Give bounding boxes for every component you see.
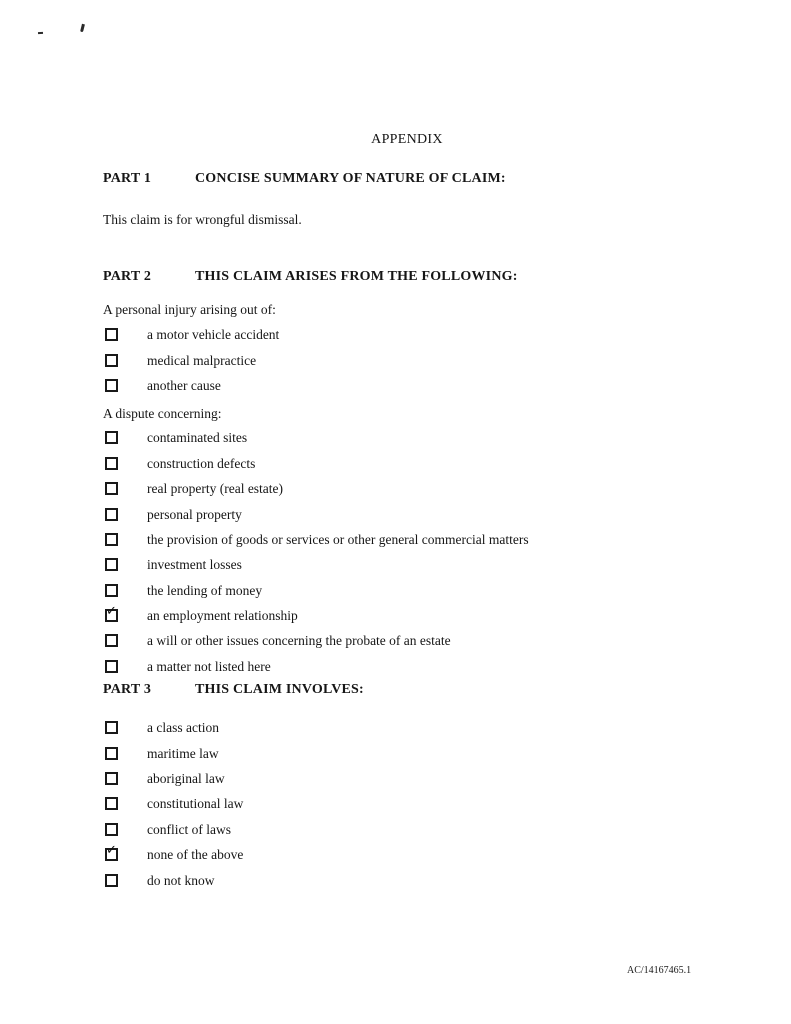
checklist-row — [103, 654, 711, 679]
checklist-item-label: do not know — [147, 872, 215, 888]
document-reference-number: AC/14167465.1 — [627, 965, 692, 976]
part3-title: THIS CLAIM INVOLVES: — [195, 682, 364, 698]
checklist-item-label: investment losses — [147, 557, 242, 573]
checklist-row — [103, 373, 711, 398]
checkbox-unchecked-icon[interactable] — [105, 482, 118, 495]
part1-heading — [103, 170, 711, 187]
part3-label: PART 3 — [103, 682, 152, 698]
checkbox-checked-icon[interactable] — [105, 843, 118, 861]
checklist-item-label: real property (real estate) — [147, 481, 284, 497]
checklist-item-label: an employment relationship — [147, 608, 298, 624]
checklist-item-label: contaminated sites — [147, 430, 248, 446]
checkmark-icon: ✓ — [106, 604, 117, 620]
checkbox-unchecked-icon[interactable] — [105, 772, 118, 785]
checklist-row — [103, 425, 711, 450]
checklist-row — [103, 451, 711, 476]
checkbox-unchecked-icon[interactable] — [105, 634, 118, 647]
appendix-title: APPENDIX — [371, 132, 443, 147]
checklist-item-label: the provision of goods or services or other general commercial matters — [147, 531, 529, 547]
checklist-item-label: construction defects — [147, 455, 256, 471]
checkbox-unchecked-icon[interactable] — [105, 558, 118, 571]
scan-artifact — [38, 32, 43, 34]
checkbox-checked-icon[interactable] — [105, 604, 118, 622]
checkbox-unchecked-icon[interactable] — [105, 721, 118, 734]
checklist-item-label: the lending of money — [147, 582, 263, 598]
checklist-row — [103, 715, 711, 740]
checklist-item-label: maritime law — [147, 745, 219, 761]
dispute-group-heading: A dispute concerning: — [103, 406, 222, 422]
checkbox-unchecked-icon[interactable] — [105, 823, 118, 836]
checkbox-unchecked-icon[interactable] — [105, 379, 118, 392]
checkbox-unchecked-icon[interactable] — [105, 457, 118, 470]
checkbox-unchecked-icon[interactable] — [105, 431, 118, 444]
checklist-row — [103, 527, 711, 552]
checklist-item-label: aboriginal law — [147, 771, 225, 787]
part3-heading — [103, 681, 711, 698]
checklist-row — [103, 842, 711, 867]
checkbox-unchecked-icon[interactable] — [105, 584, 118, 597]
part2-heading — [103, 268, 711, 285]
checklist-item-label: a class action — [147, 720, 219, 736]
dispute-checklist — [103, 425, 711, 679]
checklist-item-label: a motor vehicle accident — [147, 327, 280, 343]
checklist-row — [103, 740, 711, 765]
part1-label: PART 1 — [103, 171, 152, 186]
checkbox-unchecked-icon[interactable] — [105, 508, 118, 521]
checklist-item-label: constitutional law — [147, 796, 244, 812]
checkbox-unchecked-icon[interactable] — [105, 354, 118, 367]
checklist-item-label: medical malpractice — [147, 352, 257, 368]
checklist-item-label: personal property — [147, 506, 242, 522]
checkmark-icon: ✓ — [106, 843, 117, 859]
checklist-item-label: a will or other issues concerning the probate of an estate — [147, 633, 451, 649]
checklist-row — [103, 603, 711, 628]
personal-injury-checklist — [103, 322, 711, 398]
checklist-item-label: another cause — [147, 377, 221, 393]
checklist-item-label: a matter not listed here — [147, 658, 271, 674]
checklist-row — [103, 322, 711, 347]
checklist-row — [103, 867, 711, 892]
part2-label: PART 2 — [103, 269, 152, 284]
checkbox-unchecked-icon[interactable] — [105, 533, 118, 546]
checklist-row — [103, 501, 711, 526]
personal-injury-group-heading: A personal injury arising out of: — [103, 302, 276, 317]
checklist-row — [103, 628, 711, 653]
checklist-row — [103, 766, 711, 791]
checkbox-unchecked-icon[interactable] — [105, 797, 118, 810]
checklist-row — [103, 552, 711, 577]
checklist-row — [103, 791, 711, 816]
claim-involves-checklist — [103, 715, 711, 893]
checklist-row — [103, 347, 711, 372]
checklist-row — [103, 476, 711, 501]
checkbox-unchecked-icon[interactable] — [105, 874, 118, 887]
checkbox-unchecked-icon[interactable] — [105, 747, 118, 760]
scan-artifact — [80, 24, 85, 32]
part1-title: CONCISE SUMMARY OF NATURE OF CLAIM: — [195, 171, 506, 186]
checkbox-unchecked-icon[interactable] — [105, 328, 118, 341]
checklist-row — [103, 817, 711, 842]
checkbox-unchecked-icon[interactable] — [105, 660, 118, 673]
checklist-row — [103, 578, 711, 603]
checklist-item-label: conflict of laws — [147, 821, 231, 837]
checklist-item-label: none of the above — [147, 847, 244, 863]
claim-summary-text: This claim is for wrongful dismissal. — [103, 212, 302, 227]
part2-title: THIS CLAIM ARISES FROM THE FOLLOWING: — [195, 269, 518, 284]
